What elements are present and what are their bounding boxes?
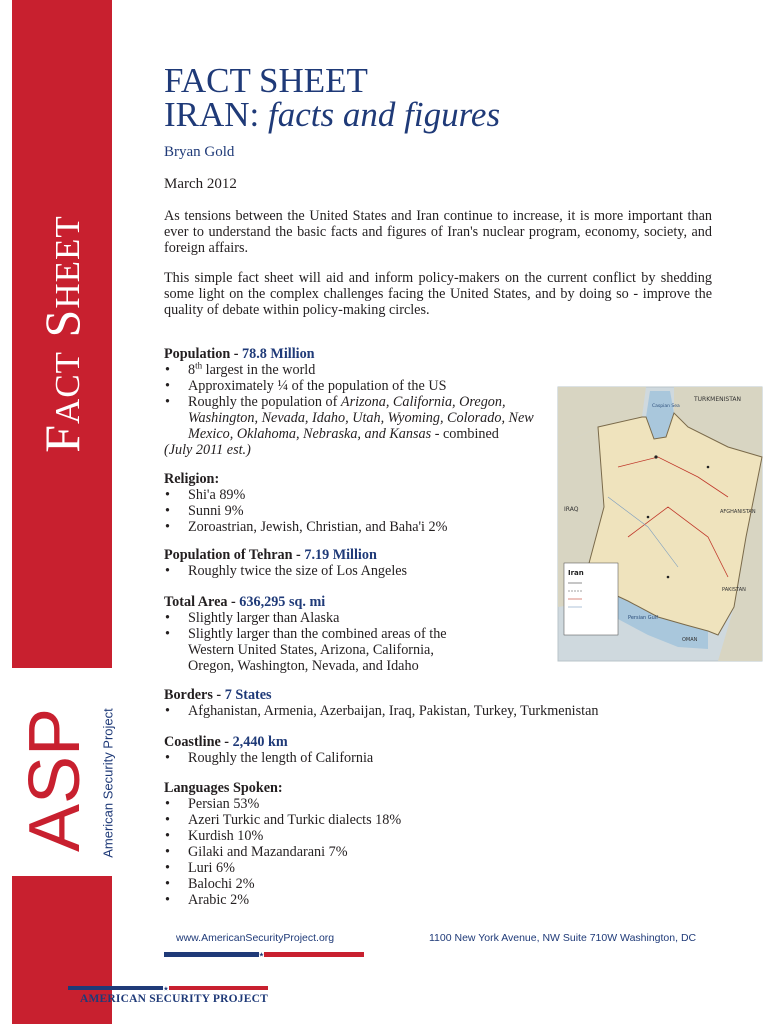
list-item: • Shi'a 89% <box>164 487 554 503</box>
list-item: • Afghanistan, Armenia, Azerbaijan, Iraq, Pakistan, Turkey, Turkmenistan <box>164 703 664 719</box>
population-heading: Population - 78.8 Million <box>164 346 315 362</box>
list-item: • Slightly larger than the combined areas of the Western United States, Arizona, California, Oregon, Washington, Nevada, and Idaho <box>164 626 464 674</box>
map-label-turkmenistan: TURKMENISTAN <box>694 396 741 403</box>
borders-value: 7 States <box>224 687 272 703</box>
section-population <box>164 346 554 458</box>
coastline-value: 2,440 km <box>232 734 288 750</box>
list-item: • Zoroastrian, Jewish, Christian, and Baha'i 2% <box>164 519 554 535</box>
footer-website-link[interactable]: www.AmericanSecurityProject.org <box>176 932 335 944</box>
tehran-heading: Population of Tehran - 7.19 Million <box>164 547 377 563</box>
asp-logo-letters: ASP <box>15 707 95 853</box>
intro-paragraph-1: As tensions between the United States and Iran continue to increase, it is more important than ever to understand the basic facts and figures of Iran's nuclear program, economy, society, and foreign affairs. <box>164 208 712 256</box>
map-label-iraq: IRAQ <box>564 506 579 513</box>
list-item: • 8th largest in the world <box>164 362 554 378</box>
section-coastline <box>164 734 554 766</box>
side-banner-title: Fact Sheet <box>34 215 90 453</box>
religion-heading: Religion: <box>164 471 220 487</box>
population-note: (July 2011 est.) <box>164 442 251 458</box>
section-tehran <box>164 547 554 579</box>
map-label-afghanistan: AFGHANISTAN <box>720 509 756 515</box>
map-legend-title: Iran <box>568 569 584 577</box>
list-item: • Sunni 9% <box>164 503 554 519</box>
list-item: • Kurdish 10% <box>164 828 554 844</box>
section-religion <box>164 471 554 535</box>
title-line-2 <box>164 95 501 134</box>
area-value: 636,295 sq. mi <box>239 594 326 610</box>
section-borders <box>164 687 664 719</box>
population-value: 78.8 Million <box>242 346 315 362</box>
svg-text:★: ★ <box>258 952 265 959</box>
coastline-heading: Coastline - 2,440 km <box>164 734 288 750</box>
borders-heading: Borders - 7 States <box>164 687 272 703</box>
iran-map <box>558 387 762 661</box>
list-item: • Slightly larger than Alaska <box>164 610 464 626</box>
intro-paragraph-2: This simple fact sheet will aid and inform policy-makers on the current conflict by shedding some light on the complex challenges facing the United States, and by doing so - improve the quality of debate within policy-making circles. <box>164 270 712 318</box>
publication-date: March 2012 <box>164 176 237 192</box>
title-country: IRAN: <box>164 95 260 134</box>
list-item: • Approximately ¼ of the population of the US <box>164 378 554 394</box>
footer-flag-rule <box>164 952 364 957</box>
list-item: • Roughly the length of California <box>164 750 554 766</box>
tehran-value: 7.19 Million <box>304 547 377 563</box>
footer-address: 1100 New York Avenue, NW Suite 710W Washington, DC <box>429 932 697 944</box>
title-line-1: FACT SHEET <box>164 61 368 100</box>
map-label-gulf: Persian Gulf <box>628 615 658 621</box>
languages-heading: Languages Spoken: <box>164 780 283 796</box>
area-heading: Total Area - 636,295 sq. mi <box>164 594 326 610</box>
list-item: • Gilaki and Mazandarani 7% <box>164 844 554 860</box>
page-title <box>164 61 501 134</box>
list-item: • Arabic 2% <box>164 892 554 908</box>
asp-logo <box>15 700 98 860</box>
title-subtitle: facts and figures <box>268 95 501 134</box>
section-languages <box>164 780 554 908</box>
list-item: • Luri 6% <box>164 860 554 876</box>
svg-text:★: ★ <box>163 986 169 993</box>
list-item: • Persian 53% <box>164 796 554 812</box>
map-label-caspian: Caspian Sea <box>652 404 680 409</box>
list-item: • Roughly twice the size of Los Angeles <box>164 563 554 579</box>
bottom-logo-text: AMERICAN SECURITY PROJECT <box>80 993 268 1005</box>
map-label-oman: OMAN <box>682 637 698 643</box>
author-name: Bryan Gold <box>164 144 235 160</box>
list-item: • Azeri Turkic and Turkic dialects 18% <box>164 812 554 828</box>
list-item: • Roughly the population of Arizona, California, Oregon, Washington, Nevada, Idaho, Utah, Wyoming, Colorado, New Mexico, Oklahoma, Nebraska, and Kansas - combined <box>164 394 554 442</box>
map-label-pakistan: PAKISTAN <box>722 587 746 593</box>
list-item: • Balochi 2% <box>164 876 554 892</box>
asp-logo-subtitle: American Security Project <box>100 708 116 858</box>
section-area <box>164 594 554 674</box>
